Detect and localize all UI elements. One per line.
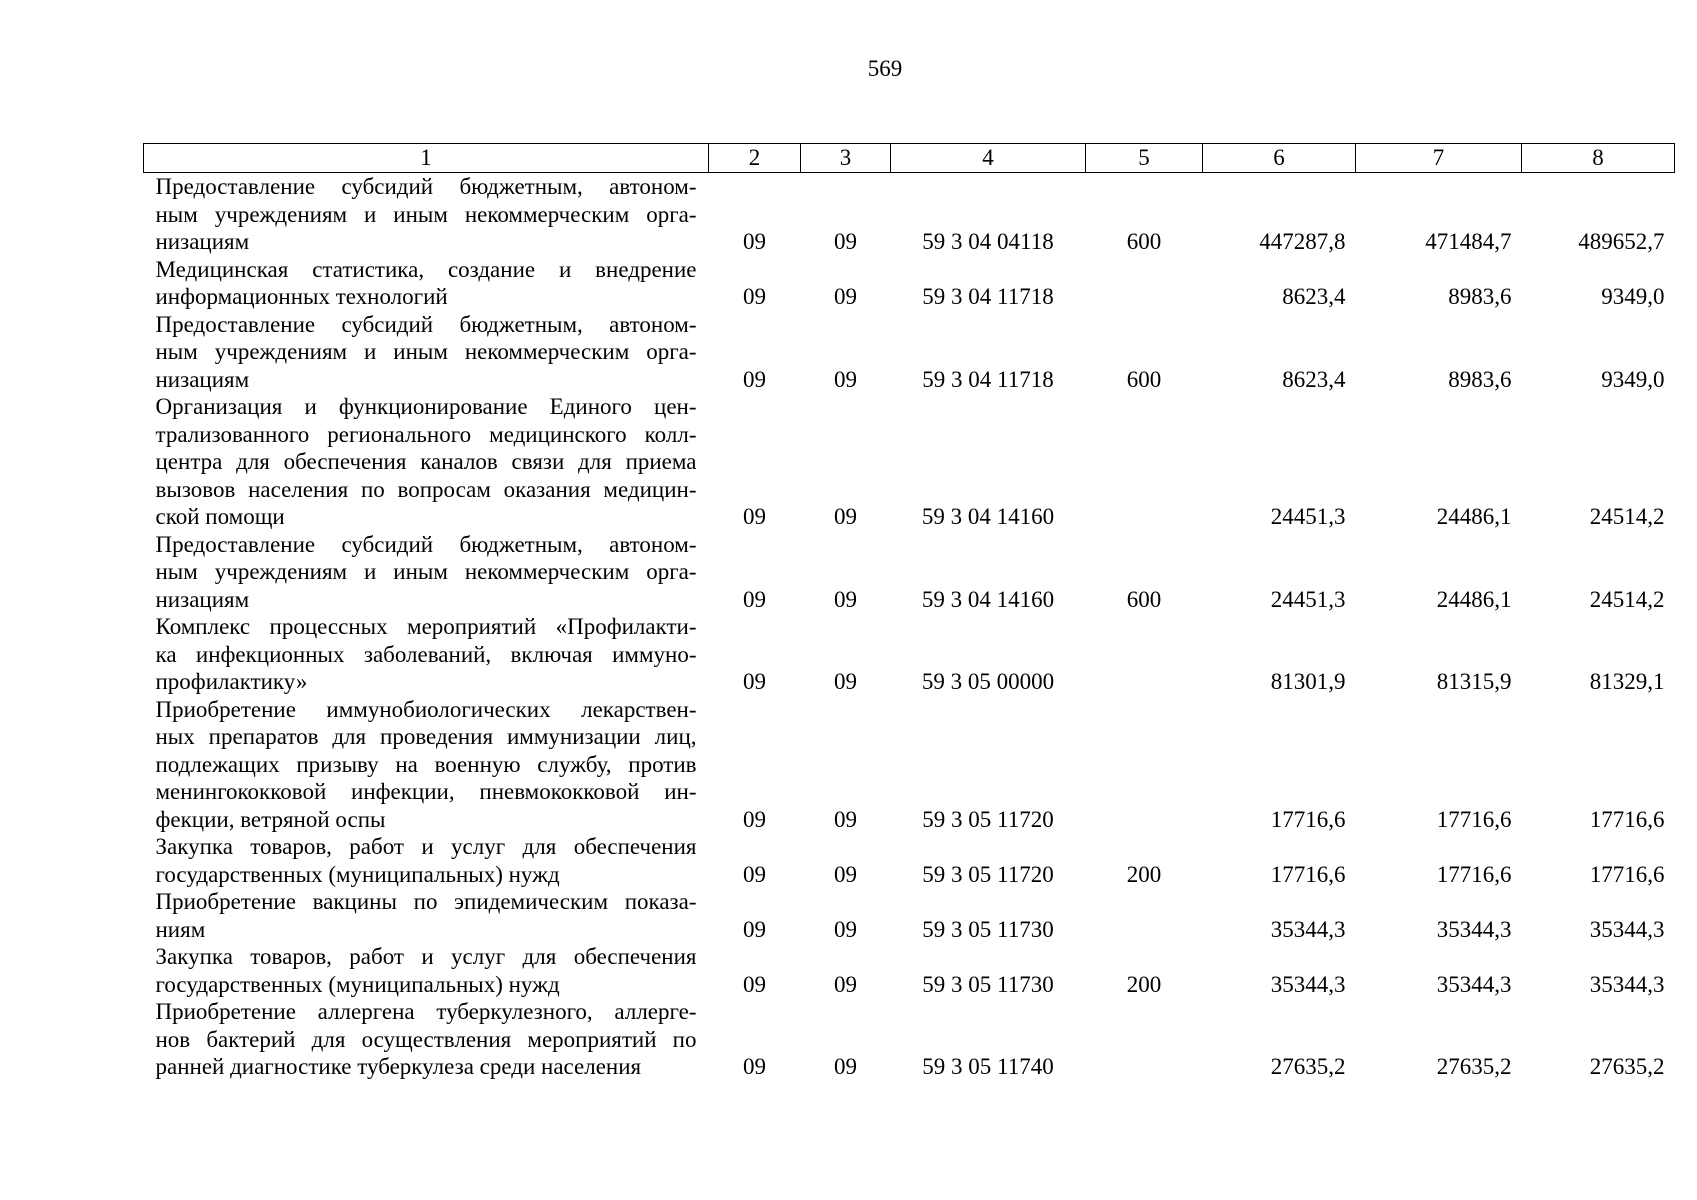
- row-description: [144, 393, 709, 531]
- amount-year-2: 35344,3: [1436, 971, 1512, 997]
- description-line: Предоставление субсидий бюджетным, автоном-: [155, 531, 697, 557]
- row-description: [144, 943, 709, 998]
- subsection-code: 09: [834, 366, 857, 392]
- table-row: [144, 531, 1675, 614]
- section-code: 09: [743, 916, 766, 942]
- amount-year-2: 24486,1: [1436, 586, 1512, 612]
- subsection-code: 09: [834, 1054, 857, 1079]
- description-line: профилактику»: [155, 669, 308, 694]
- amount-year-3: 24514,2: [1589, 586, 1665, 612]
- table-row: [144, 888, 1675, 943]
- amount-year-3: 35344,3: [1589, 916, 1665, 942]
- description-line: Закупка товаров, работ и услуг для обеспечения: [155, 834, 697, 859]
- expense-type-code: 600: [1126, 229, 1162, 254]
- table-row: [144, 696, 1675, 834]
- amount-year-1: 24451,3: [1270, 586, 1346, 612]
- amount-year-1: 447287,8: [1259, 229, 1346, 254]
- section-code: 09: [743, 1054, 766, 1079]
- row-description: [144, 833, 709, 888]
- target-article-code: 59 3 04 04118: [922, 229, 1054, 254]
- column-header: 8: [1522, 144, 1675, 173]
- description-line: ных препаратов для проведения иммунизации лиц,: [155, 724, 697, 749]
- subsection-code: 09: [834, 971, 857, 997]
- amount-year-3: 35344,3: [1589, 971, 1665, 997]
- description-line: Приобретение аллергена туберкулезного, аллерге-: [155, 999, 697, 1024]
- section-code: 09: [743, 229, 766, 254]
- section-code: 09: [743, 669, 766, 694]
- expense-type-code: 600: [1126, 586, 1162, 612]
- target-article-code: 59 3 05 11720: [922, 806, 1054, 832]
- column-header: 1: [144, 144, 709, 173]
- description-line: Предоставление субсидий бюджетным, автоном-: [155, 174, 697, 199]
- amount-year-1: 35344,3: [1270, 971, 1346, 997]
- section-code: 09: [743, 971, 766, 997]
- description-line: Организация и функционирование Единого цен-: [155, 394, 697, 419]
- amount-year-2: 81315,9: [1436, 669, 1512, 694]
- row-description: [144, 173, 709, 256]
- amount-year-3: 17716,6: [1589, 861, 1665, 887]
- expense-type-code: [1086, 613, 1203, 696]
- row-description: [144, 696, 709, 834]
- amount-year-3: 81329,1: [1589, 669, 1665, 694]
- description-line: ниям: [155, 916, 206, 942]
- target-article-code: 59 3 05 00000: [921, 669, 1055, 694]
- table-row: [144, 256, 1675, 311]
- column-header: 6: [1203, 144, 1356, 173]
- description-line: вызовов населения по вопросам оказания медицин-: [155, 476, 697, 502]
- amount-year-3: 489652,7: [1578, 229, 1665, 254]
- column-header: 4: [891, 144, 1086, 173]
- amount-year-3: 9349,0: [1601, 366, 1665, 392]
- amount-year-3: 9349,0: [1601, 284, 1665, 309]
- description-line: подлежащих призыву на военную службу, против: [155, 751, 697, 777]
- expense-type-code: 200: [1126, 971, 1162, 997]
- table-row: [144, 613, 1675, 696]
- expense-type-code: [1086, 998, 1203, 1081]
- expense-type-code: 200: [1126, 861, 1162, 887]
- description-line: центра для обеспечения каналов связи для приема: [155, 449, 697, 474]
- amount-year-1: 24451,3: [1270, 504, 1346, 529]
- row-description: [144, 613, 709, 696]
- subsection-code: 09: [834, 229, 857, 254]
- amount-year-2: 17716,6: [1436, 806, 1512, 832]
- table-row: [144, 943, 1675, 998]
- subsection-code: 09: [834, 861, 857, 887]
- target-article-code: 59 3 04 14160: [921, 586, 1055, 612]
- amount-year-1: 35344,3: [1270, 916, 1346, 942]
- expense-type-code: [1086, 256, 1203, 311]
- expense-type-code: 600: [1126, 366, 1162, 392]
- description-line: фекции, ветряной оспы: [155, 806, 386, 832]
- subsection-code: 09: [834, 284, 857, 309]
- description-line: Предоставление субсидий бюджетным, автоном-: [155, 311, 697, 337]
- description-line: ным учреждениям и иным некоммерческим орга-: [155, 339, 697, 364]
- table-row: [144, 393, 1675, 531]
- expense-type-code: [1086, 696, 1203, 834]
- amount-year-2: 24486,1: [1436, 504, 1512, 529]
- row-description: [144, 531, 709, 614]
- target-article-code: 59 3 04 11718: [922, 366, 1054, 392]
- description-line: Комплекс процессных мероприятий «Профилакти-: [155, 614, 697, 639]
- amount-year-2: 35344,3: [1436, 916, 1512, 942]
- target-article-code: 59 3 05 11730: [922, 971, 1054, 997]
- row-description: [144, 311, 709, 394]
- description-line: ным учреждениям и иным некоммерческим орга-: [155, 559, 697, 584]
- column-header: 3: [801, 144, 891, 173]
- column-header: 5: [1086, 144, 1203, 173]
- description-line: информационных технологий: [155, 284, 448, 309]
- amount-year-1: 17716,6: [1270, 806, 1346, 832]
- description-line: ным учреждениям и иным некоммерческим орга-: [155, 201, 697, 227]
- subsection-code: 09: [834, 586, 857, 612]
- subsection-code: 09: [834, 916, 857, 942]
- section-code: 09: [743, 861, 766, 887]
- description-line: Приобретение иммунобиологических лекарствен-: [155, 696, 697, 722]
- amount-year-3: 24514,2: [1589, 504, 1665, 529]
- description-line: менингококковой инфекции, пневмококковой ин-: [155, 779, 697, 804]
- description-line: государственных (муниципальных) нужд: [155, 861, 560, 887]
- amount-year-2: 17716,6: [1436, 861, 1512, 887]
- row-description: [144, 998, 709, 1081]
- target-article-code: 59 3 05 11740: [922, 1054, 1054, 1079]
- section-code: 09: [743, 806, 766, 832]
- target-article-code: 59 3 05 11720: [922, 861, 1054, 887]
- section-code: 09: [743, 366, 766, 392]
- amount-year-3: 27635,2: [1589, 1054, 1665, 1079]
- row-description: [144, 256, 709, 311]
- row-description: [144, 888, 709, 943]
- budget-table: [143, 143, 1675, 1081]
- description-line: ской помощи: [155, 504, 285, 529]
- page-number: 569: [867, 56, 903, 81]
- amount-year-1: 8623,4: [1282, 366, 1346, 392]
- amount-year-2: 8983,6: [1448, 284, 1512, 309]
- target-article-code: 59 3 05 11730: [922, 916, 1054, 942]
- subsection-code: 09: [834, 504, 857, 529]
- description-line: ранней диагностике туберкулеза среди населения: [155, 1054, 642, 1079]
- amount-year-2: 27635,2: [1436, 1054, 1512, 1079]
- description-line: низациям: [155, 229, 250, 254]
- amount-year-1: 17716,6: [1270, 861, 1346, 887]
- section-code: 09: [743, 284, 766, 309]
- description-line: государственных (муниципальных) нужд: [155, 971, 560, 997]
- table-row: [144, 173, 1675, 256]
- table-body: [144, 173, 1675, 1081]
- description-line: Закупка товаров, работ и услуг для обеспечения: [155, 944, 697, 969]
- amount-year-3: 17716,6: [1589, 806, 1665, 832]
- subsection-code: 09: [834, 669, 857, 694]
- description-line: низациям: [155, 586, 250, 612]
- amount-year-1: 8623,4: [1282, 284, 1346, 309]
- table-row: [144, 833, 1675, 888]
- column-header: 2: [709, 144, 801, 173]
- target-article-code: 59 3 04 11718: [922, 284, 1054, 309]
- amount-year-2: 8983,6: [1448, 366, 1512, 392]
- description-line: ка инфекционных заболеваний, включая иммуно-: [155, 641, 697, 667]
- table-header-row: [144, 144, 1675, 173]
- description-line: Приобретение вакцины по эпидемическим показа-: [155, 889, 697, 914]
- amount-year-2: 471484,7: [1425, 229, 1512, 254]
- section-code: 09: [743, 504, 766, 529]
- column-header: 7: [1356, 144, 1522, 173]
- subsection-code: 09: [834, 806, 857, 832]
- section-code: 09: [743, 586, 766, 612]
- table-row: [144, 311, 1675, 394]
- target-article-code: 59 3 04 14160: [921, 504, 1055, 529]
- description-line: нов бактерий для осуществления мероприятий по: [155, 1026, 697, 1052]
- description-line: трализованного регионального медицинского колл-: [155, 421, 697, 447]
- description-line: Медицинская статистика, создание и внедрение: [155, 256, 697, 282]
- table-row: [144, 998, 1675, 1081]
- expense-type-code: [1086, 393, 1203, 531]
- amount-year-1: 27635,2: [1270, 1054, 1346, 1079]
- expense-type-code: [1086, 888, 1203, 943]
- description-line: низациям: [155, 366, 250, 392]
- amount-year-1: 81301,9: [1270, 669, 1346, 694]
